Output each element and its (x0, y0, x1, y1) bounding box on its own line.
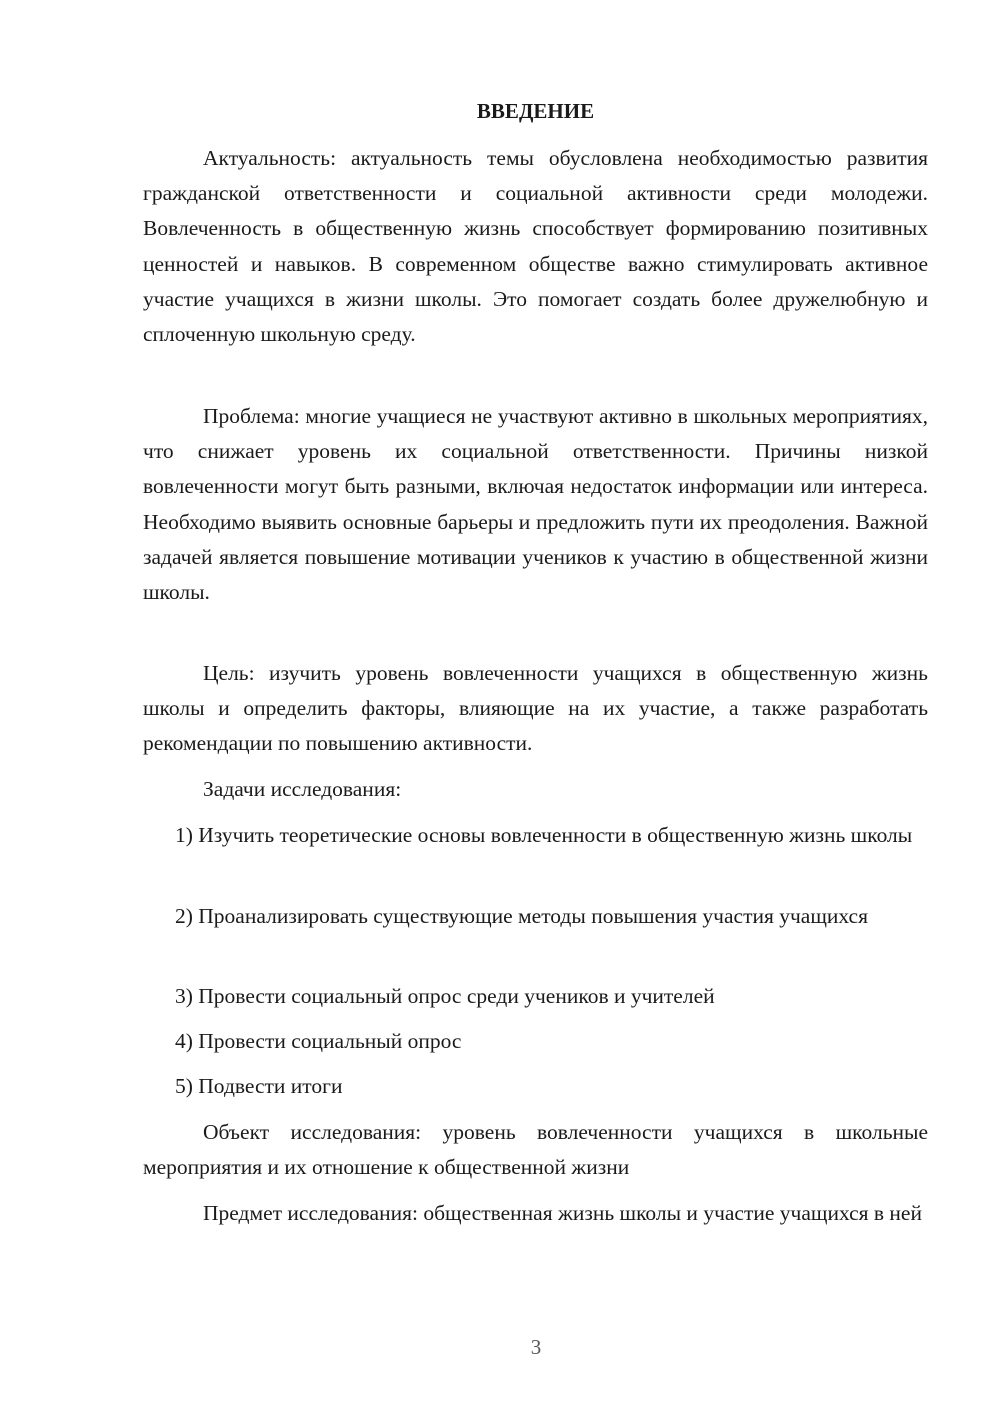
paragraph-tasks-heading: Задачи исследования: (203, 777, 402, 801)
task-item-3: 3) Провести социальный опрос среди учеников и учителей (175, 984, 715, 1008)
page-number: 3 (530, 1335, 542, 1359)
paragraph-problem: Проблема: многие учащиеся не участвуют активно в школьных мероприятиях, что снижает уровень их социальной ответственности. Причины низкой вовлеченности могут быть разными, включая недостаток информации или интереса. Необходимо выявить основные барьеры и предложить пути их преодоления. Важной задачей является повышение мотивации учеников к участию в общественной жизни школы. (143, 404, 928, 605)
task-item-4: 4) Провести социальный опрос (175, 1029, 462, 1053)
task-item-2: 2) Проанализировать существующие методы повышения участия учащихся (175, 904, 868, 928)
paragraph-object: Объект исследования: уровень вовлеченности учащихся в школьные мероприятия и их отношение к общественной жизни (143, 1120, 928, 1180)
task-item-1: 1) Изучить теоретические основы вовлеченности в общественную жизнь школы (175, 823, 913, 847)
section-title: ВВЕДЕНИЕ (476, 99, 595, 123)
paragraph-relevance: Актуальность: актуальность темы обусловлена необходимостью развития гражданской ответственности и социальной активности среди молодежи. Вовлеченность в общественную жизнь способствует формированию позитивных ценностей и навыков. В современном обществе важно стимулировать активное участие учащихся в жизни школы. Это помогает создать более дружелюбную и сплоченную школьную среду. (143, 146, 928, 347)
task-item-5: 5) Подвести итоги (175, 1074, 343, 1098)
paragraph-goal: Цель: изучить уровень вовлеченности учащихся в общественную жизнь школы и определить факторы, влияющие на их участие, а также разработать рекомендации по повышению активности. (143, 661, 928, 756)
paragraph-subject: Предмет исследования: общественная жизнь школы и участие учащихся в ней (203, 1201, 922, 1225)
